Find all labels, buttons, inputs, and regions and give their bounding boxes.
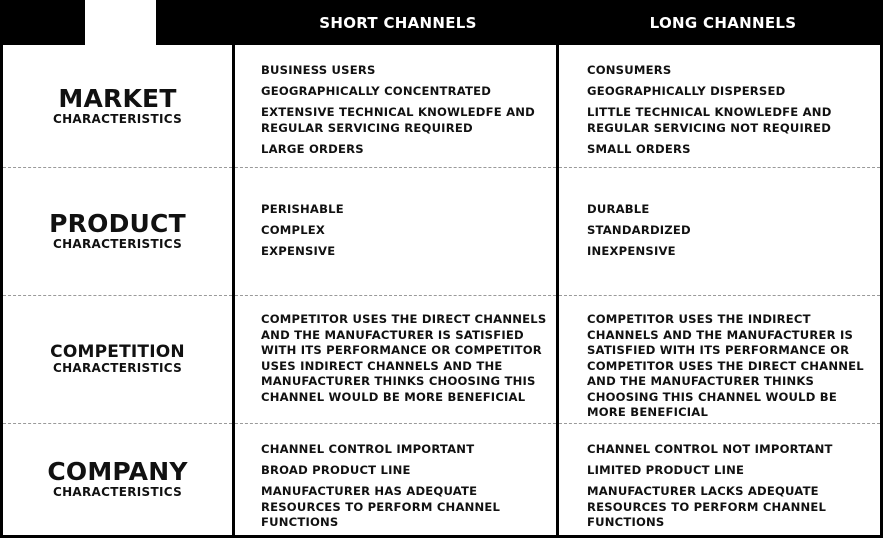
list-item: SMALL ORDERS	[587, 141, 691, 156]
list-item: MANUFACTURER HAS ADEQUATE RESOURCES TO PERFORM CHANNEL FUNCTIONS	[261, 484, 501, 529]
row-subtitle: CHARACTERISTICS	[52, 112, 183, 126]
list-item: EXTENSIVE TECHNICAL KNOWLEDFE AND REGULAR SERVICING REQUIRED	[261, 105, 535, 135]
list-item: PERISHABLE	[261, 202, 344, 216]
row-title: MARKET	[58, 84, 177, 113]
list-item: CONSUMERS	[587, 63, 672, 77]
list-item: INEXPENSIVE	[587, 244, 676, 258]
row-label-competition	[3, 295, 232, 423]
row-label-market	[3, 45, 232, 167]
list-item: LARGE ORDERS	[261, 141, 364, 156]
list-item: BROAD PRODUCT LINE	[261, 463, 411, 477]
row-title: PRODUCT	[49, 209, 186, 238]
list-item: GEOGRAPHICALLY CONCENTRATED	[261, 84, 492, 98]
company-long-cell	[587, 442, 879, 536]
row-subtitle: CHARACTERISTICS	[52, 237, 183, 251]
row-title: COMPETITION	[50, 341, 185, 362]
row-divider	[235, 295, 556, 296]
market-long-cell	[587, 63, 879, 163]
list-item: BUSINESS USERS	[261, 63, 376, 77]
row-label-company	[3, 423, 232, 535]
list-item: CHANNEL CONTROL NOT IMPORTANT	[587, 442, 833, 456]
competition-long-cell	[587, 312, 879, 421]
list-item: DURABLE	[587, 202, 650, 216]
product-short-cell	[261, 202, 553, 265]
row-divider	[235, 167, 556, 168]
list-item: LIMITED PRODUCT LINE	[587, 463, 745, 477]
market-short-cell	[261, 63, 553, 163]
cell-paragraph: COMPETITOR USES THE DIRECT CHANNELS AND THE MANUFACTURER IS SATISFIED WITH ITS PERFORMANCE OR COMPETITOR USES INDIRECT CHANNELS AND THE MANUFACTURER THINKS CHOOSING THIS CHANNEL WOULD BE MORE BENEFICIAL	[261, 312, 547, 404]
row-divider	[559, 295, 880, 296]
list-item: GEOGRAPHICALLY DISPERSED	[587, 84, 786, 98]
product-long-cell	[587, 202, 879, 265]
row-divider	[559, 167, 880, 168]
list-item: COMPLEX	[261, 223, 326, 237]
header-corner-block	[85, 0, 156, 45]
cell-paragraph: COMPETITOR USES THE INDIRECT CHANNELS AND THE MANUFACTURER IS SATISFIED WITH ITS PERFORMANCE OR COMPETITOR USES THE DIRECT CHANNEL AND THE MANUFACTURER THINKS CHOOSING THIS CHANNEL WOULD BE MORE BENEFICIAL	[587, 312, 864, 419]
column-header-long-channels: LONG CHANNELS	[649, 13, 797, 32]
company-short-cell	[261, 442, 553, 536]
list-item: EXPENSIVE	[261, 244, 336, 258]
column-divider	[232, 45, 235, 535]
column-divider	[556, 45, 559, 535]
row-divider	[559, 423, 880, 424]
list-item: CHANNEL CONTROL IMPORTANT	[261, 442, 475, 456]
list-item: LITTLE TECHNICAL KNOWLEDFE AND REGULAR SERVICING NOT REQUIRED	[587, 105, 832, 135]
row-title: COMPANY	[47, 457, 188, 486]
column-header-short-channels: SHORT CHANNELS	[319, 13, 477, 32]
competition-short-cell	[261, 312, 553, 405]
list-item: STANDARDIZED	[587, 223, 691, 237]
list-item: MANUFACTURER LACKS ADEQUATE RESOURCES TO PERFORM CHANNEL FUNCTIONS	[587, 484, 827, 529]
row-divider	[235, 423, 556, 424]
row-subtitle: CHARACTERISTICS	[52, 360, 183, 375]
row-label-product	[3, 167, 232, 295]
row-subtitle: CHARACTERISTICS	[52, 485, 183, 499]
